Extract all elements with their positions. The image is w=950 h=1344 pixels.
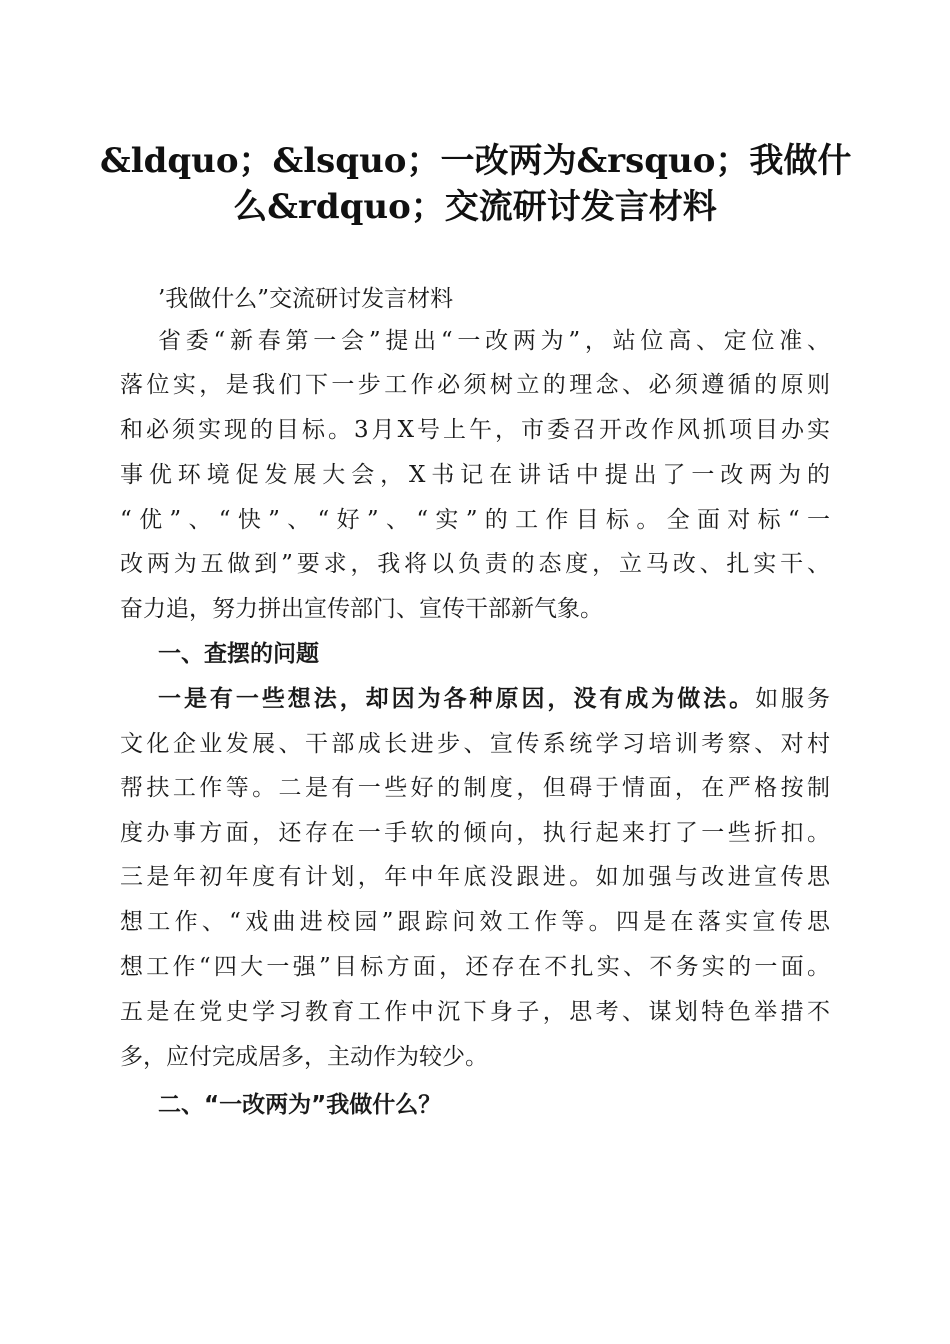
paragraph-1-line: 省委“新春第一会”提出“一改两为”，站位高、定位准、 — [158, 328, 830, 354]
paragraph-2-line: 三是年初年度有计划，年中年底没跟进。如加强与改进宣传思 — [120, 864, 830, 890]
paragraph-2-line: 五是在党史学习教育工作中沉下身子，思考、谋划特色举措不 — [120, 999, 830, 1025]
paragraph-2-first-line — [158, 684, 830, 714]
section-heading-1: 一、查摆的问题 — [158, 641, 319, 667]
paragraph-1-line: “优”、“快”、“好”、“实”的工作目标。全面对标“一 — [120, 507, 830, 533]
document-title-line-2: 么&rdquo；交流研讨发言材料 — [233, 187, 717, 227]
paragraph-1-line: 事优环境促发展大会，X书记在讲话中提出了一改两为的 — [120, 462, 830, 488]
paragraph-2-line: 想工作“四大一强”目标方面，还存在不扎实、不务实的一面。 — [120, 954, 830, 980]
paragraph-2-line: 想工作、“戏曲进校园”跟踪问效工作等。四是在落实宣传思 — [120, 909, 830, 935]
document-title-line-1: &ldquo；&lsquo；一改两为&rsquo；我做什 — [100, 141, 852, 181]
section-heading-2: 二、“一改两为”我做什么？ — [158, 1092, 442, 1118]
paragraph-2-line: 度办事方面，还存在一手软的倾向，执行起来打了一些折扣。 — [120, 820, 830, 846]
paragraph-2-lead: 一是有一些想法，却因为各种原因，没有成为做法。 — [158, 685, 756, 712]
paragraph-1-line: 落位实，是我们下一步工作必须树立的理念、必须遵循的原则 — [120, 372, 830, 398]
paragraph-2-line: 文化企业发展、干部成长进步、宣传系统学习培训考察、对村 — [120, 731, 830, 757]
paragraph-1-line: 改两为五做到”要求，我将以负责的态度，立马改、扎实干、 — [120, 551, 830, 577]
document-subtitle: ’我做什么”交流研讨发言材料 — [158, 286, 454, 312]
paragraph-2-lead-tail: 如服务 — [755, 686, 831, 712]
paragraph-2-line: 多，应付完成居多，主动作为较少。 — [120, 1044, 488, 1070]
paragraph-1-line: 和必须实现的目标。3月X号上午，市委召开改作风抓项目办实 — [120, 417, 830, 443]
paragraph-2-line: 帮扶工作等。二是有一些好的制度，但碍于情面，在严格按制 — [120, 775, 830, 801]
paragraph-1-line: 奋力追，努力拼出宣传部门、宣传干部新气象。 — [120, 596, 603, 622]
